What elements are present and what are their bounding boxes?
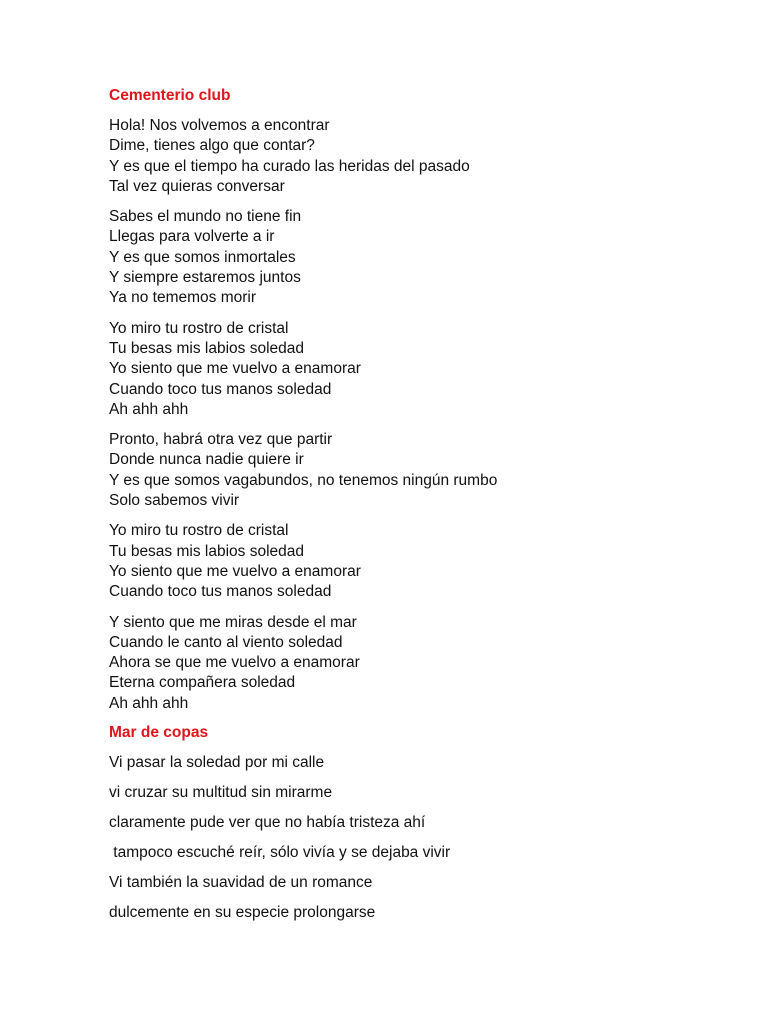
lyric-line: Y siempre estaremos juntos bbox=[109, 269, 301, 287]
lyric-line: Yo miro tu rostro de cristal bbox=[109, 522, 289, 540]
lyric-line: claramente pude ver que no había tristeza ahí bbox=[109, 814, 426, 832]
stanza bbox=[109, 207, 729, 308]
lyric-line: Yo siento que me vuelvo a enamorar bbox=[109, 562, 361, 580]
lyric-line: Ahora se que me vuelvo a enamorar bbox=[109, 654, 360, 672]
song-title: Cementerio club bbox=[109, 87, 231, 104]
lyric-line: vi cruzar su multitud sin mirarme bbox=[109, 784, 333, 802]
stanza bbox=[109, 521, 729, 602]
lyric-line: Solo sabemos vivir bbox=[109, 492, 240, 510]
lyric-line: Llegas para volverte a ir bbox=[109, 228, 275, 246]
lyric-line: dulcemente en su especie prolongarse bbox=[109, 904, 376, 922]
lyric-line: Vi pasar la soledad por mi calle bbox=[109, 754, 325, 772]
lyric-line: Y siento que me miras desde el mar bbox=[109, 613, 357, 631]
lyric-line: Tu besas mis labios soledad bbox=[109, 542, 304, 560]
lyric-line: Yo siento que me vuelvo a enamorar bbox=[109, 360, 361, 378]
lyric-line: Pronto, habrá otra vez que partir bbox=[109, 431, 333, 449]
song-title: Mar de copas bbox=[109, 724, 209, 742]
document-page bbox=[109, 86, 729, 933]
lyric-line: Ya no tememos morir bbox=[109, 289, 257, 307]
stanza bbox=[109, 116, 729, 197]
lyric-line: Eterna compañera soledad bbox=[109, 674, 296, 692]
stanza bbox=[109, 613, 729, 714]
lyric-line: Tal vez quieras conversar bbox=[109, 177, 285, 195]
lyric-line: Donde nunca nadie quiere ir bbox=[109, 451, 304, 469]
lyric-line: Y es que el tiempo ha curado las heridas del pasado bbox=[109, 157, 470, 175]
lyric-line: Ah ahh ahh bbox=[109, 694, 189, 712]
lyric-line: Cuando toco tus manos soledad bbox=[109, 583, 332, 601]
lyric-line: Y es que somos inmortales bbox=[109, 248, 296, 266]
lyric-line: Y es que somos vagabundos, no tenemos ningún rumbo bbox=[109, 471, 498, 489]
lyric-line: Hola! Nos volvemos a encontrar bbox=[109, 117, 330, 134]
lyric-line: Tu besas mis labios soledad bbox=[109, 339, 304, 357]
stanza bbox=[109, 430, 729, 511]
lyric-line: Yo miro tu rostro de cristal bbox=[109, 319, 289, 337]
stanza bbox=[109, 319, 729, 420]
lyric-line: Vi también la suavidad de un romance bbox=[109, 874, 373, 892]
lyric-line: Dime, tienes algo que contar? bbox=[109, 137, 315, 155]
lyric-line: Ah ahh ahh bbox=[109, 400, 189, 418]
lyric-line: Sabes el mundo no tiene fin bbox=[109, 208, 302, 226]
lyric-line: tampoco escuché reír, sólo vivía y se dejaba vivir bbox=[109, 844, 451, 862]
lyric-line: Cuando le canto al viento soledad bbox=[109, 633, 343, 651]
lyric-line: Cuando toco tus manos soledad bbox=[109, 380, 332, 398]
